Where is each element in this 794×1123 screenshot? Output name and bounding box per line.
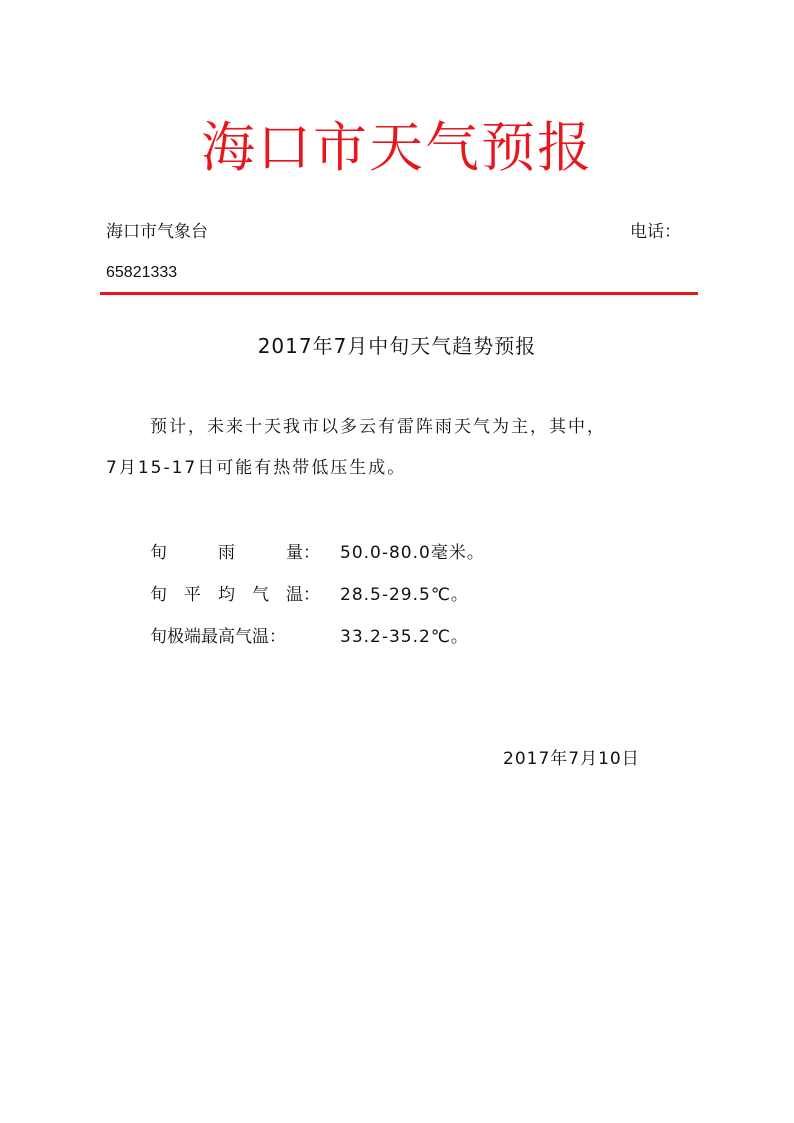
- stat-value-max-temperature: 33.2-35.2℃。: [340, 627, 469, 647]
- stat-value-rainfall: 50.0-80.0毫米。: [340, 543, 485, 563]
- stat-label-rainfall: 旬 雨 量 ：: [150, 543, 320, 563]
- issue-date: 2017年7月10日: [503, 749, 640, 769]
- phone-label: 电话：: [630, 222, 681, 242]
- masthead-title: 海口市天气预报: [201, 116, 593, 179]
- stat-value-average-temperature: 28.5-29.5℃。: [340, 585, 469, 605]
- forecast-paragraph-line-2: 7月15-17日可能有热带低压生成。: [106, 458, 407, 478]
- phone-number: 65821333: [106, 264, 178, 281]
- stat-label-average-temperature: 旬 平 均 气 温 ：: [150, 585, 320, 605]
- forecast-paragraph-line-1: 预计，未来十天我市以多云有雷阵雨天气为主，其中，: [150, 417, 606, 437]
- report-title: 2017年7月中旬天气趋势预报: [257, 334, 537, 358]
- red-divider: [100, 292, 698, 295]
- stat-label-max-temperature: 旬极端最高气温：: [150, 627, 286, 647]
- issuer-name: 海口市气象台: [106, 222, 208, 242]
